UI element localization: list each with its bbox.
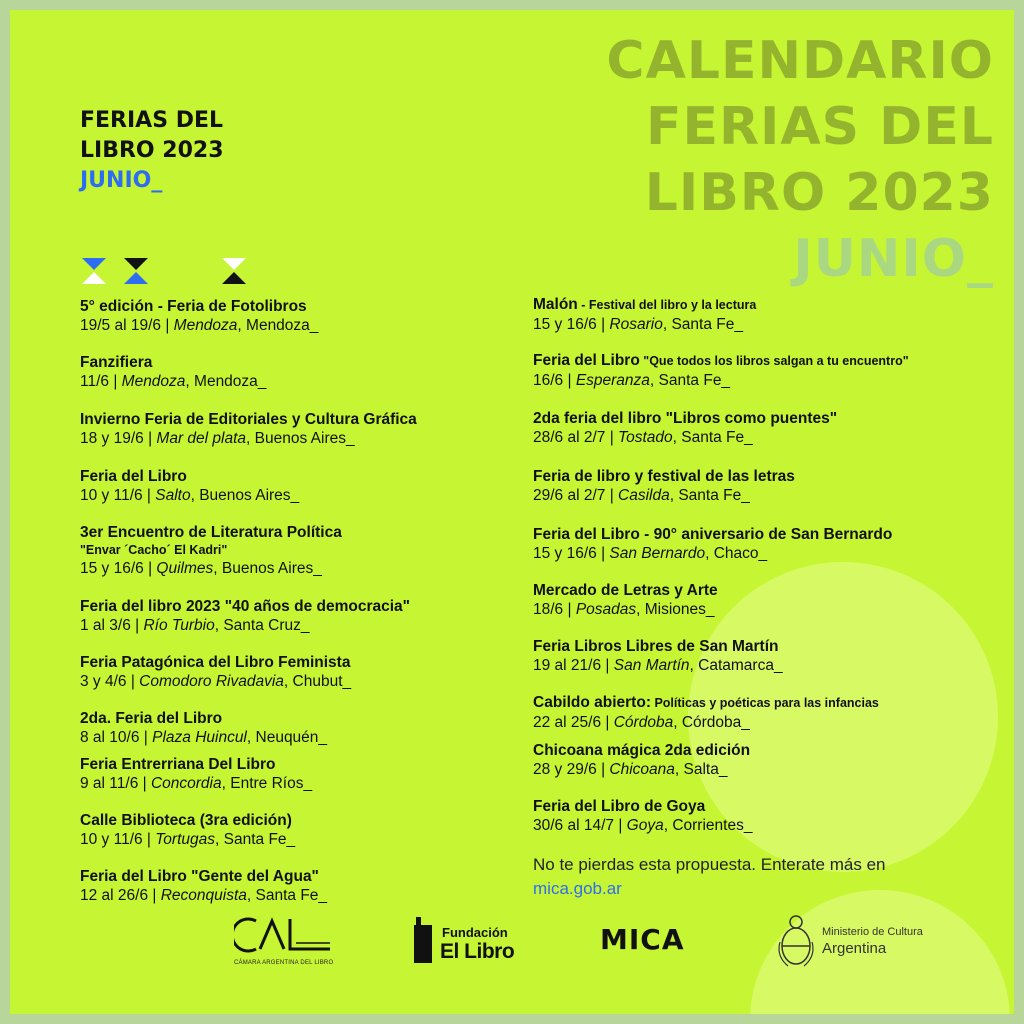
event-title	[533, 525, 892, 544]
camara-caption: CÁMARA ARGENTINA DEL LIBRO	[234, 960, 334, 966]
small-title	[80, 106, 224, 196]
event-item	[80, 755, 312, 794]
event-title	[533, 693, 879, 713]
event-province: , Santa Fe_	[246, 887, 328, 904]
event-dates: 15 y 16/6 |	[533, 545, 610, 562]
event-province: , Buenos Aires_	[190, 487, 300, 504]
event-item	[533, 295, 756, 335]
hourglass-icon	[80, 258, 108, 284]
event-province: , Catamarca_	[689, 657, 783, 674]
event-city: Plaza Huincul	[152, 729, 247, 746]
event-meta	[80, 886, 327, 906]
event-title-text: Feria del Libro de Goya	[533, 798, 706, 815]
event-city: Rosario	[609, 316, 663, 333]
event-meta	[533, 713, 879, 733]
event-city: Concordia	[150, 775, 222, 792]
small-title-line: FERIAS DEL	[80, 108, 224, 133]
event-dates: 15 y 16/6 |	[80, 560, 157, 577]
event-city: Salto	[155, 487, 191, 504]
promo-link[interactable]: mica.gob.ar	[533, 879, 622, 898]
event-dates: 30/6 al 14/7 |	[533, 817, 627, 834]
big-title-line: FERIAS DEL	[645, 97, 994, 157]
fundacion-line1: Fundación	[442, 925, 508, 940]
hourglass-icon	[122, 258, 150, 284]
event-item	[80, 811, 295, 850]
event-province: , Santa Fe_	[649, 372, 731, 389]
event-meta	[80, 830, 295, 850]
event-province: , Santa Fe_	[672, 429, 753, 446]
event-meta	[80, 728, 327, 748]
event-meta	[80, 672, 351, 692]
event-title	[533, 741, 750, 760]
event-title-text: Feria del libro 2023 "40 años de democracia"	[80, 598, 411, 615]
event-title	[80, 467, 299, 486]
promo	[533, 853, 885, 901]
event-item	[533, 525, 892, 564]
event-title-text: Feria del Libro	[80, 468, 187, 485]
event-title	[533, 797, 752, 816]
event-title	[533, 467, 795, 486]
event-dates: 18 y 19/6 |	[80, 430, 157, 447]
event-province: , Buenos Aires_	[213, 560, 322, 577]
event-dates: 3 y 4/6 |	[80, 673, 140, 690]
event-meta	[80, 774, 312, 794]
event-city: Goya	[626, 817, 664, 834]
event-province: , Santa Fe_	[662, 316, 743, 333]
event-city: San Bernardo	[609, 545, 706, 562]
event-dates: 19 al 21/6 |	[533, 657, 614, 674]
event-item	[533, 637, 783, 676]
event-item	[80, 467, 299, 506]
small-title-month: JUNIO_	[80, 168, 163, 193]
event-title-detail: - Festival del libro y la lectura	[577, 298, 757, 312]
event-item	[533, 581, 718, 620]
event-item	[533, 467, 795, 506]
event-title-text: Mercado de Letras y Arte	[533, 582, 718, 599]
event-province: , Santa Fe_	[215, 831, 296, 848]
event-city: Posadas	[575, 601, 637, 618]
event-title-text: Feria Patagónica del Libro Feminista	[80, 654, 351, 671]
event-title	[80, 653, 351, 672]
event-title	[80, 867, 327, 886]
event-province: , Mendoza_	[185, 373, 267, 390]
fundacion-line2: El Libro	[440, 940, 515, 963]
event-title	[80, 353, 266, 372]
event-city: Chicoana	[609, 761, 675, 778]
event-title	[80, 709, 327, 728]
event-title	[533, 409, 837, 428]
event-title-text: 3er Encuentro de Literatura Política	[80, 524, 342, 541]
event-dates: 15 y 16/6 |	[533, 316, 610, 333]
event-province: , Misiones_	[636, 601, 715, 618]
event-title	[80, 410, 417, 429]
event-title	[533, 637, 783, 656]
big-title-month: JUNIO_	[793, 229, 994, 289]
event-title-text: Chicoana mágica 2da edición	[533, 742, 751, 759]
event-title-text: 2da feria del libro "Libros como puentes"	[533, 410, 838, 427]
event-title	[533, 351, 909, 371]
book-icon	[412, 915, 434, 965]
event-province: , Córdoba_	[673, 714, 750, 731]
event-dates: 11/6 |	[80, 373, 122, 390]
event-city: Córdoba	[613, 714, 674, 731]
event-title-text: Fanzifiera	[80, 354, 153, 371]
event-title-text: Cabildo abierto:	[533, 694, 651, 711]
ministerio-logo	[776, 912, 956, 972]
event-dates: 29/6 al 2/7 |	[533, 487, 619, 504]
event-meta	[80, 486, 299, 506]
event-province: , Chaco_	[705, 545, 768, 562]
event-title	[80, 297, 318, 316]
event-city: Tostado	[618, 429, 673, 446]
event-province: , Buenos Aires_	[246, 430, 355, 447]
event-title-detail: Políticas y poéticas para las infancias	[650, 696, 879, 710]
event-title-text: 5° edición - Feria de Fotolibros	[80, 298, 307, 315]
event-province: , Chubut_	[283, 673, 352, 690]
event-city: Reconquista	[160, 887, 247, 904]
event-city: Mendoza	[121, 373, 186, 390]
event-meta	[80, 429, 417, 449]
event-title-text: Feria del Libro "Gente del Agua"	[80, 868, 319, 885]
event-meta	[80, 316, 318, 336]
event-meta	[533, 760, 750, 780]
event-dates: 10 y 11/6 |	[80, 831, 156, 848]
event-dates: 22 al 25/6 |	[533, 714, 614, 731]
event-title	[80, 755, 312, 774]
event-title-text: Malón	[533, 296, 578, 313]
event-meta	[533, 428, 837, 448]
event-meta	[533, 315, 756, 335]
mica-logo: MICA	[600, 923, 685, 956]
event-meta	[80, 372, 266, 392]
event-title-text: 2da. Feria del Libro	[80, 710, 223, 727]
promo-text: No te pierdas esta propuesta. Enterate más en	[533, 855, 886, 874]
event-title-text: Calle Biblioteca (3ra edición)	[80, 812, 292, 829]
event-meta	[533, 816, 752, 836]
event-item	[533, 409, 837, 448]
event-item	[80, 709, 327, 748]
event-meta	[533, 600, 718, 620]
ministerio-line1: Ministerio de Cultura	[822, 926, 923, 938]
event-dates: 28 y 29/6 |	[533, 761, 610, 778]
hourglass-icon	[220, 258, 248, 284]
event-city: Casilda	[618, 487, 670, 504]
event-meta	[80, 616, 410, 636]
event-city: Río Turbio	[143, 617, 215, 634]
event-province: , Salta_	[674, 761, 728, 778]
event-item	[80, 867, 327, 906]
big-title-line: CALENDARIO	[606, 31, 994, 91]
event-province: , Mendoza_	[237, 317, 319, 334]
event-title	[80, 523, 342, 542]
event-item	[80, 297, 318, 336]
event-dates: 19/5 al 19/6 |	[80, 317, 174, 334]
event-dates: 12 al 26/6 |	[80, 887, 161, 904]
camara-logo	[234, 915, 334, 967]
event-dates: 28/6 al 2/7 |	[533, 429, 619, 446]
event-dates: 18/6 |	[533, 601, 576, 618]
big-title	[606, 28, 994, 292]
coat-of-arms-icon	[776, 912, 816, 970]
event-item	[533, 351, 909, 391]
event-item	[80, 523, 342, 579]
event-city: Tortugas	[155, 831, 216, 848]
big-title-line: LIBRO 2023	[644, 163, 994, 223]
event-title-detail: "Que todos los libros salgan a tu encuentro"	[639, 354, 909, 368]
camara-mark-icon	[234, 915, 334, 955]
event-title-text: Feria del Libro	[533, 352, 640, 369]
event-dates: 9 al 11/6 |	[80, 775, 151, 792]
event-city: Mar del plata	[156, 430, 247, 447]
event-item	[80, 410, 417, 449]
event-meta	[533, 656, 783, 676]
event-title-text: Invierno Feria de Editoriales y Cultura Gráfica	[80, 411, 417, 428]
event-meta	[533, 486, 795, 506]
small-title-line: LIBRO 2023	[80, 138, 224, 163]
event-city: Comodoro Rivadavia	[139, 673, 284, 690]
event-dates: 10 y 11/6 |	[80, 487, 156, 504]
event-title	[80, 597, 410, 616]
event-province: , Neuquén_	[246, 729, 328, 746]
event-city: Quilmes	[156, 560, 214, 577]
event-item	[80, 353, 266, 392]
event-subtitle: "Envar ´Cacho´ El Kadri"	[80, 543, 228, 557]
event-title-text: Feria del Libro - 90° aniversario de San Bernardo	[533, 526, 893, 543]
event-meta	[80, 559, 342, 579]
event-item	[533, 693, 879, 733]
event-dates: 1 al 3/6 |	[80, 617, 144, 634]
event-item	[533, 741, 750, 780]
event-province: , Entre Ríos_	[221, 775, 313, 792]
event-title	[533, 295, 756, 315]
fundacion-logo	[412, 915, 532, 967]
event-item	[533, 797, 752, 836]
event-dates: 8 al 10/6 |	[80, 729, 153, 746]
event-title	[80, 811, 295, 830]
event-city: San Martín	[613, 657, 690, 674]
event-title-text: Feria Entrerriana Del Libro	[80, 756, 276, 773]
event-title-text: Feria Libros Libres de San Martín	[533, 638, 779, 655]
event-city: Mendoza	[173, 317, 238, 334]
event-meta	[533, 544, 892, 564]
event-province: , Santa Cruz_	[214, 617, 310, 634]
event-title-text: Feria de libro y festival de las letras	[533, 468, 795, 485]
event-item	[80, 597, 410, 636]
event-title	[533, 581, 718, 600]
event-province: , Corrientes_	[663, 817, 753, 834]
event-item	[80, 653, 351, 692]
event-dates: 16/6 |	[533, 372, 576, 389]
event-city: Esperanza	[575, 372, 650, 389]
event-meta	[533, 371, 909, 391]
event-province: , Santa Fe_	[669, 487, 750, 504]
ministerio-line2: Argentina	[822, 940, 887, 957]
